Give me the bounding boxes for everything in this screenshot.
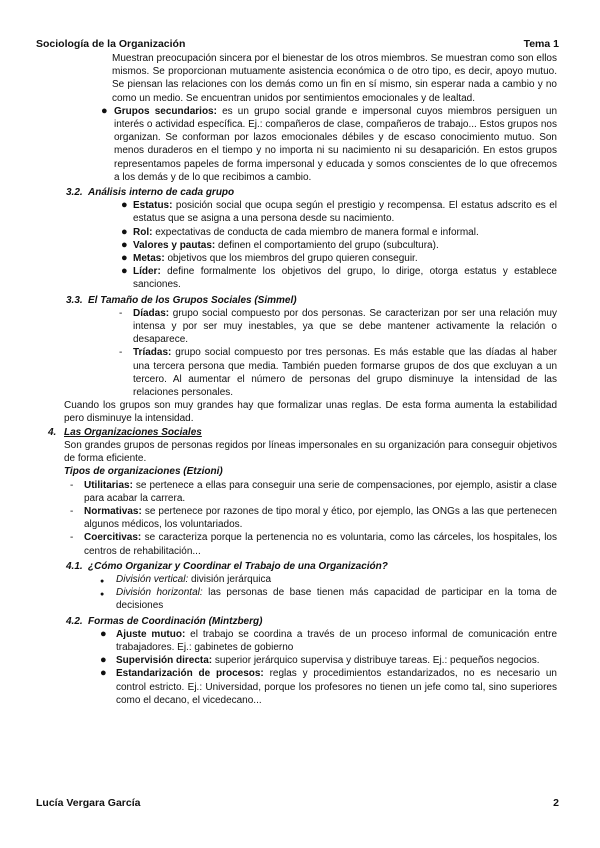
term: Líder: bbox=[133, 266, 161, 278]
page-header bbox=[36, 38, 564, 52]
list-item bbox=[100, 573, 557, 586]
definition: reglas y procedimientos estandarizados, no es necesario un control estricto. Ej.: Universidad, porque los profesores no tienen un jefe como tal, sino superiores como el decano, el vicedecano... bbox=[116, 668, 557, 706]
definition: es un grupo social grande e impersonal cuyos miembros persiguen un interés o actividad específica. Ej.: compañeros de clase, compañeros de trabajo... Estos grupos nos organizan. Se conforman por lazos emocionales débiles y de escaso conocimiento mutuo. Son menos duraderos en el tiempo y no importa ni su nacimiento ni su desaparición. En estos grupos representamos papeles de forma impersonal y educada y somos conscientes de lo que ofrecemos a los demás y de lo que recibimos a cambio. bbox=[114, 105, 558, 183]
definition: grupo social compuesto por tres personas. Es más estable que las díadas al haber una tercera persona que media. También pueden formarse grupos de dos que excluyan a un tercero. Al aumentar el número de personas del grupo disminuye la intensidad de las relaciones personales. bbox=[133, 347, 557, 399]
bullet-icon: ● bbox=[121, 252, 128, 265]
bullet-icon: ● bbox=[100, 591, 105, 599]
bullet-icon: ● bbox=[101, 104, 108, 117]
term: Tríadas: bbox=[133, 347, 172, 359]
page-number: 2 bbox=[553, 797, 559, 809]
list-item bbox=[119, 307, 557, 347]
division-list bbox=[0, 573, 600, 613]
section-title: Formas de Coordinación (Mintzberg) bbox=[88, 615, 263, 627]
definition: se pertenece a ellas para conseguir una serie de compensaciones, por ejemplo, asistir a clase para acabar la carrera. bbox=[84, 479, 557, 504]
definition: se caracteriza porque la pertenencia no es voluntaria, como las cárceles, los hospitales, los centros de rehabilitación... bbox=[84, 532, 557, 557]
definition: el trabajo se coordina a través de un proceso informal de comunicación entre trabajadores. Ej.: gabinetes de gobierno bbox=[116, 628, 558, 653]
bullet-icon: ● bbox=[100, 577, 105, 585]
list-item bbox=[100, 586, 557, 612]
definition: definen el comportamiento del grupo (subcultura). bbox=[215, 239, 439, 251]
coordination-list bbox=[0, 628, 600, 707]
list-item bbox=[100, 627, 558, 654]
definition: las personas de base tienen más capacidad de participar en la toma de decisiones bbox=[116, 587, 557, 612]
bullet-icon: ● bbox=[100, 627, 107, 640]
term: Rol: bbox=[133, 226, 153, 238]
definition: objetivos que los miembros del grupo quieren conseguir. bbox=[164, 253, 418, 265]
definition: se pertenece por razones de tipo moral y ético, por ejemplo, las ONGs a las que pertenecen algunos médicos, los voluntariados. bbox=[84, 505, 557, 531]
bullet-icon: ● bbox=[121, 265, 128, 278]
term: Grupos secundarios: bbox=[114, 105, 217, 117]
section-number: 3.3. bbox=[66, 294, 83, 306]
term: Estandarización de procesos: bbox=[116, 668, 264, 680]
list-item bbox=[121, 265, 557, 291]
section-number: 4. bbox=[48, 426, 57, 438]
document-title: Sociología de la Organización bbox=[36, 38, 186, 50]
list-item bbox=[100, 654, 557, 667]
bullet-icon: ● bbox=[121, 199, 128, 212]
section-title: ¿Cómo Organizar y Coordinar el Trabajo de una Organización? bbox=[88, 560, 388, 572]
group-size-list bbox=[0, 307, 600, 399]
group-size-closing: Cuando los grupos son muy grandes hay que formalizar unas reglas. De esta forma aumenta la estabilidad pero disminuye la intensidad. bbox=[64, 400, 557, 425]
definition: expectativas de conducta de cada miembro de manera formal e informal. bbox=[152, 226, 479, 238]
section-title: Las Organizaciones Sociales bbox=[64, 426, 202, 438]
list-item bbox=[70, 479, 557, 505]
definition: define formalmente los objetivos del grupo, lo dirige, otorga estatus y establece sanciones. bbox=[133, 266, 557, 291]
term: Ajuste mutuo: bbox=[116, 628, 186, 640]
list-item bbox=[119, 346, 557, 399]
term: Estatus: bbox=[133, 200, 173, 212]
dash-icon: - bbox=[119, 307, 123, 319]
section-title: El Tamaño de los Grupos Sociales (Simmel) bbox=[88, 294, 297, 306]
section-3-2-heading bbox=[66, 186, 600, 199]
dash-icon: - bbox=[119, 347, 123, 359]
org-types-heading: Tipos de organizaciones (Etzioni) bbox=[64, 466, 223, 478]
section-4-2-heading bbox=[66, 615, 600, 628]
term: Coercitivas: bbox=[84, 532, 142, 544]
secondary-groups-item bbox=[101, 104, 558, 184]
dash-icon: - bbox=[70, 532, 74, 544]
analysis-list bbox=[0, 199, 600, 291]
term: Díadas: bbox=[133, 307, 170, 319]
bullet-icon: ● bbox=[100, 667, 107, 680]
org-types-list bbox=[0, 479, 600, 558]
dash-icon: - bbox=[70, 505, 74, 517]
list-item bbox=[70, 531, 557, 557]
bullet-icon: ● bbox=[121, 225, 128, 238]
page-body bbox=[0, 52, 600, 707]
section-number: 4.2. bbox=[66, 615, 83, 627]
list-item bbox=[121, 199, 557, 225]
term: Utilitarias: bbox=[84, 479, 133, 491]
page-footer bbox=[36, 797, 564, 811]
organizations-intro: Son grandes grupos de personas regidos por líneas impersonales en su organización para conseguir objetivos de forma eficiente. bbox=[64, 439, 557, 465]
list-item bbox=[70, 505, 557, 531]
section-title: Análisis interno de cada grupo bbox=[88, 187, 235, 199]
term: División horizontal: bbox=[116, 587, 203, 599]
section-4-1-heading bbox=[66, 560, 600, 573]
section-label: Tema 1 bbox=[523, 38, 559, 50]
section-number: 3.2. bbox=[66, 187, 83, 199]
list-item bbox=[100, 667, 557, 707]
definition: posición social que ocupa según el prestigio y recompensa. El estatus adscrito es el estatus que se asigna a una persona desde su nacimiento. bbox=[133, 200, 557, 225]
section-4-heading bbox=[48, 426, 600, 439]
dash-icon: - bbox=[70, 479, 74, 491]
term: Normativas: bbox=[84, 505, 142, 517]
section-3-3-heading bbox=[66, 294, 600, 307]
list-item bbox=[121, 238, 557, 252]
author-name: Lucía Vergara García bbox=[36, 797, 141, 809]
term: Metas: bbox=[133, 253, 165, 265]
term: Valores y pautas: bbox=[133, 239, 216, 251]
definition: grupo social compuesto por dos personas. Se caracterizan por ser una relación muy intensa y por ser muy inestables, ya que se debe mantener activamente la relación o desaparece. bbox=[133, 307, 557, 346]
bullet-icon: ● bbox=[121, 238, 128, 251]
term: División vertical: bbox=[116, 573, 189, 585]
primary-groups-continuation: Muestran preocupación sincera por el bienestar de los otros miembros. Se muestran como son ellos mismos. Se proporcionan mutuamente asistencia económica o de otro tipo, es decir, apoyo mutuo. Se piensan las relaciones con los demás como un fin en sí mismo, sin esperar nada a cambio y no como un medio. Se encuentran unidos por sentimientos emocionales y de lealtad. bbox=[112, 53, 557, 104]
definition: superior jerárquico supervisa y distribuye tareas. Ej.: pequeños negocios. bbox=[212, 655, 540, 667]
bullet-icon: ● bbox=[100, 654, 107, 667]
definition: división jerárquica bbox=[188, 573, 272, 585]
list-item bbox=[121, 252, 557, 265]
section-number: 4.1. bbox=[66, 560, 83, 572]
term: Supervisión directa: bbox=[116, 655, 213, 667]
list-item bbox=[121, 225, 557, 239]
